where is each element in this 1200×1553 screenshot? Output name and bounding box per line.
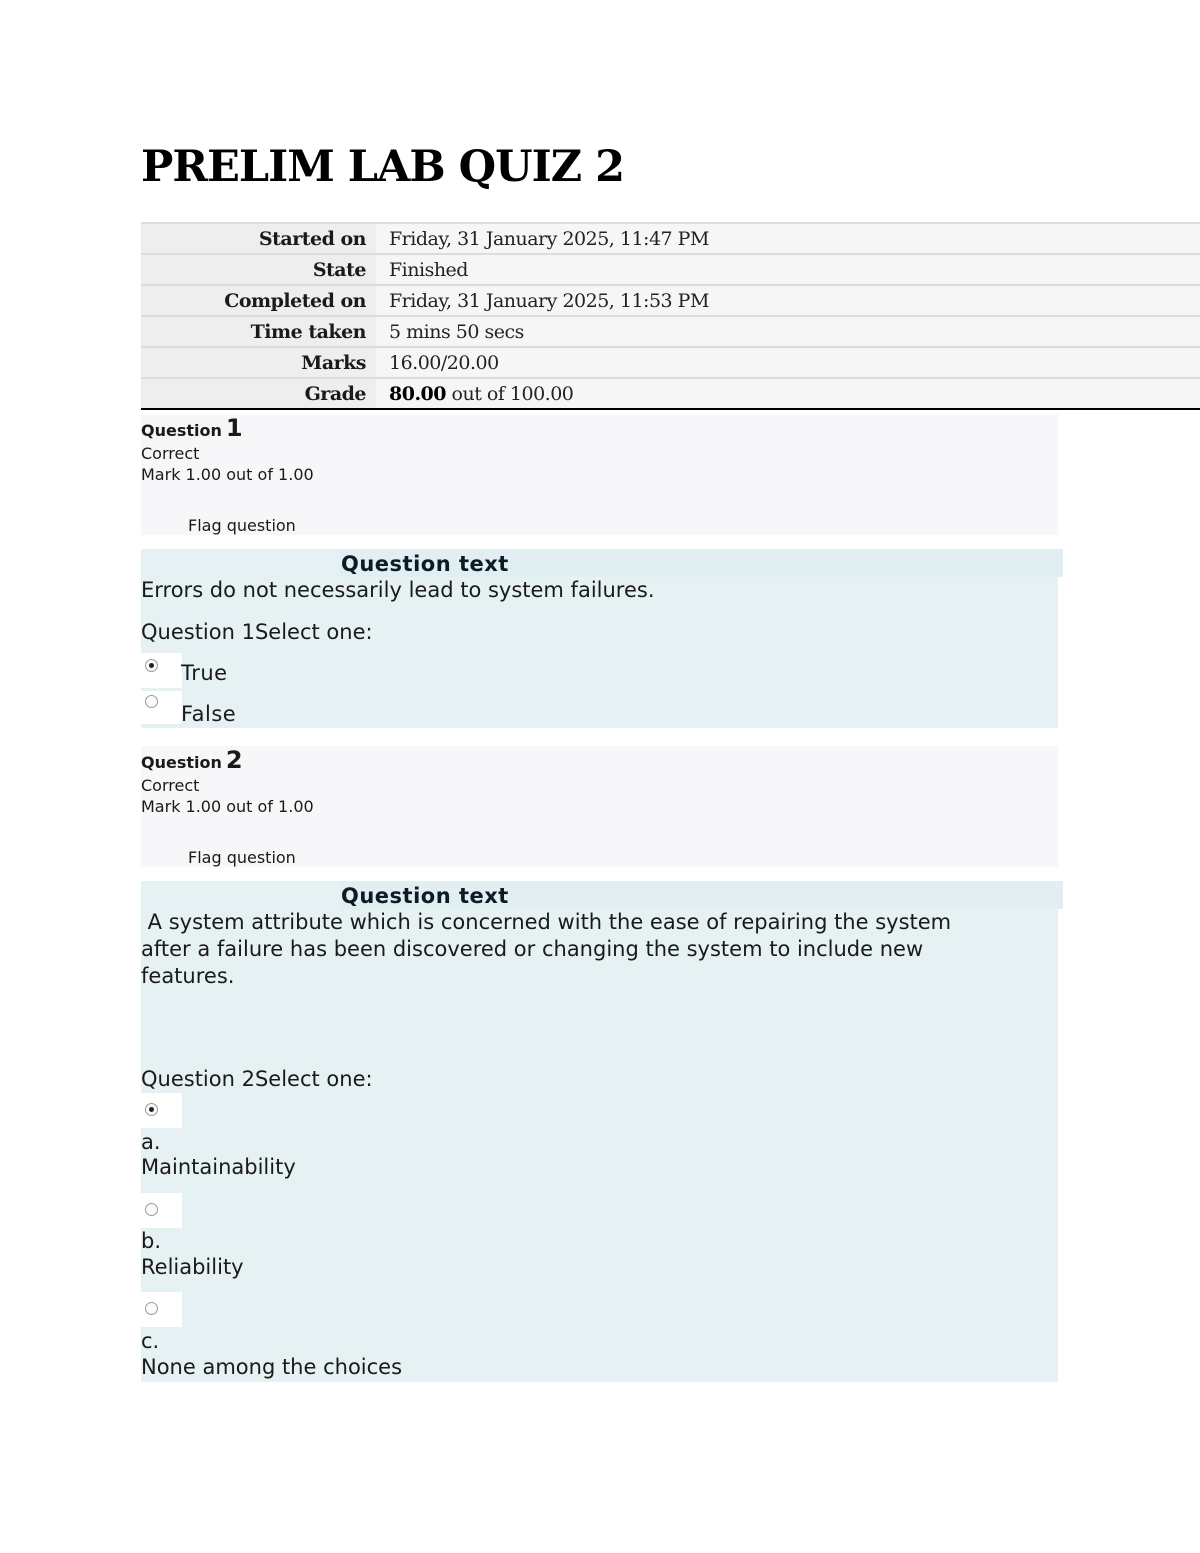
option-b-radio-cell[interactable] xyxy=(141,1193,182,1228)
summary-row-started xyxy=(141,223,1200,254)
option-b-letter: b. xyxy=(141,1229,162,1253)
summary-value: 5 mins 50 secs xyxy=(376,316,1200,347)
flag-question-link[interactable]: Flag question xyxy=(188,848,296,867)
question-number: 1 xyxy=(225,414,243,442)
option-false-radio-cell[interactable] xyxy=(141,691,182,724)
summary-row-grade xyxy=(141,378,1200,409)
summary-label: Completed on xyxy=(141,285,376,316)
summary-row-completed xyxy=(141,285,1200,316)
summary-label: Grade xyxy=(141,378,376,409)
attempt-summary-table xyxy=(141,222,1200,410)
summary-value xyxy=(376,378,1200,409)
grade-score: 80.00 xyxy=(389,382,446,405)
option-c-letter: c. xyxy=(141,1329,160,1353)
page-title: PRELIM LAB QUIZ 2 xyxy=(141,142,625,192)
option-true-label[interactable]: True xyxy=(181,661,228,685)
question-1-info xyxy=(141,414,1058,535)
radio-unchecked-icon[interactable] xyxy=(145,1203,158,1216)
question-text-line: A system attribute which is concerned with the ease of repairing the system xyxy=(141,910,952,934)
summary-row-state xyxy=(141,254,1200,285)
option-true-radio-cell[interactable] xyxy=(141,653,182,688)
summary-label: Time taken xyxy=(141,316,376,347)
summary-value: Finished xyxy=(376,254,1200,285)
question-grade: Mark 1.00 out of 1.00 xyxy=(141,797,314,816)
radio-checked-icon[interactable] xyxy=(145,659,158,672)
option-false-label[interactable]: False xyxy=(181,702,237,726)
option-b-text[interactable]: Reliability xyxy=(141,1255,244,1279)
grade-out-of: out of 100.00 xyxy=(446,382,574,405)
question-1-content xyxy=(141,549,1058,728)
option-a-radio-cell[interactable] xyxy=(141,1093,182,1128)
summary-row-marks xyxy=(141,347,1200,378)
option-a-text[interactable]: Maintainability xyxy=(141,1155,296,1179)
radio-unchecked-icon[interactable] xyxy=(145,1302,158,1315)
radio-checked-icon[interactable] xyxy=(145,1103,158,1116)
summary-row-time-taken xyxy=(141,316,1200,347)
option-c-radio-cell[interactable] xyxy=(141,1292,182,1327)
question-text-heading: Question text xyxy=(340,881,1063,909)
question-word: Question xyxy=(141,421,222,440)
question-text: Errors do not necessarily lead to system failures. xyxy=(141,578,655,602)
question-word: Question xyxy=(141,753,222,772)
question-number: 2 xyxy=(225,746,243,774)
summary-label: State xyxy=(141,254,376,285)
question-text-heading: Question text xyxy=(340,549,1063,577)
question-2-content xyxy=(141,881,1058,1382)
question-2-info xyxy=(141,746,1058,867)
radio-unchecked-icon[interactable] xyxy=(145,695,158,708)
summary-label: Marks xyxy=(141,347,376,378)
question-grade: Mark 1.00 out of 1.00 xyxy=(141,465,314,484)
question-text-line: after a failure has been discovered or changing the system to include new xyxy=(141,937,924,961)
question-number-label xyxy=(141,746,243,774)
question-state: Correct xyxy=(141,776,200,795)
question-number-label xyxy=(141,414,243,442)
select-one-prompt: Question 1Select one: xyxy=(141,620,373,644)
select-one-prompt: Question 2Select one: xyxy=(141,1067,373,1091)
summary-value: 16.00/20.00 xyxy=(376,347,1200,378)
summary-value: Friday, 31 January 2025, 11:53 PM xyxy=(376,285,1200,316)
flag-question-link[interactable]: Flag question xyxy=(188,516,296,535)
summary-label: Started on xyxy=(141,223,376,254)
option-c-text[interactable]: None among the choices xyxy=(141,1355,403,1379)
question-state: Correct xyxy=(141,444,200,463)
option-a-letter: a. xyxy=(141,1130,161,1154)
question-text-line: features. xyxy=(141,964,235,988)
summary-value: Friday, 31 January 2025, 11:47 PM xyxy=(376,223,1200,254)
